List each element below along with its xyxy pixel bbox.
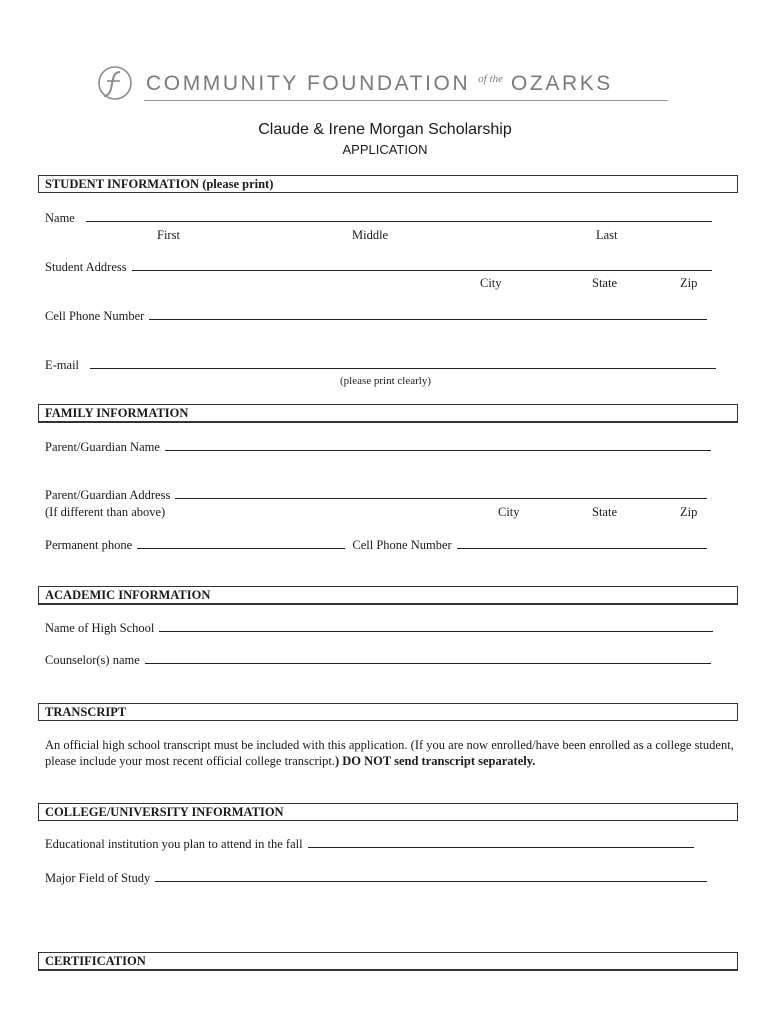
- institution-field[interactable]: [308, 837, 694, 848]
- guardian-name-row: [45, 440, 711, 455]
- permanent-phone-field[interactable]: [137, 538, 345, 549]
- student-cell-row: [45, 309, 707, 324]
- permanent-phone-label: Permanent phone: [45, 538, 133, 552]
- high-school-label: Name of High School: [45, 621, 155, 635]
- section-student-information: STUDENT INFORMATION (please print): [38, 175, 738, 193]
- guardian-address-row: [45, 488, 707, 503]
- transcript-text: An official high school transcript must be included with this application. (If you are now enrolled/have been enrolled as a college student, please include your most recent official college transcript.: [45, 738, 734, 768]
- institution-row: [45, 837, 694, 852]
- form-subtitle: APPLICATION: [342, 142, 428, 157]
- high-school-field[interactable]: [159, 621, 713, 632]
- high-school-row: [45, 621, 713, 636]
- middle-caption: Middle: [352, 228, 389, 242]
- guardian-zip-caption: Zip: [680, 505, 698, 519]
- logo-underline: [144, 100, 668, 101]
- form-title: Claude & Irene Morgan Scholarship: [258, 121, 512, 138]
- major-row: [45, 871, 707, 886]
- logo-text-part2: OZARKS: [510, 72, 613, 95]
- guardian-address-field[interactable]: [175, 488, 707, 499]
- section-certification: CERTIFICATION: [38, 952, 738, 971]
- guardian-name-field[interactable]: [165, 440, 711, 451]
- last-caption: Last: [596, 228, 618, 242]
- email-row: [45, 358, 716, 373]
- name-label: Name: [45, 211, 75, 225]
- student-cell-field[interactable]: [149, 309, 707, 320]
- student-address-field[interactable]: [132, 260, 712, 271]
- student-cell-label: Cell Phone Number: [45, 309, 145, 323]
- guardian-city-caption: City: [498, 505, 520, 519]
- logo-text-of-the: of the: [478, 73, 503, 85]
- major-label: Major Field of Study: [45, 871, 151, 885]
- logo-text-part1: COMMUNITY FOUNDATION: [146, 72, 471, 95]
- transcript-warning: ) DO NOT send transcript separately.: [334, 754, 536, 768]
- transcript-instructions: [45, 737, 735, 769]
- guardian-address-label: Parent/Guardian Address: [45, 488, 171, 502]
- guardian-state-caption: State: [592, 505, 617, 519]
- student-zip-caption: Zip: [680, 276, 698, 290]
- email-label: E-mail: [45, 358, 80, 372]
- guardian-cell-label: Cell Phone Number: [352, 538, 452, 552]
- guardian-name-label: Parent/Guardian Name: [45, 440, 160, 454]
- counselor-row: [45, 653, 711, 668]
- first-caption: First: [157, 228, 180, 242]
- major-field[interactable]: [155, 871, 707, 882]
- student-city-caption: City: [480, 276, 502, 290]
- section-transcript: TRANSCRIPT: [38, 703, 738, 721]
- counselor-label: Counselor(s) name: [45, 653, 140, 667]
- student-state-caption: State: [592, 276, 617, 290]
- logo-wordmark: [146, 72, 613, 96]
- institution-label: Educational institution you plan to attend in the fall: [45, 837, 303, 851]
- foundation-logo-icon: [96, 64, 134, 102]
- section-college-information: COLLEGE/UNIVERSITY INFORMATION: [38, 803, 738, 821]
- guardian-cell-field[interactable]: [457, 538, 707, 549]
- student-address-label: Student Address: [45, 260, 127, 274]
- foundation-logo: [96, 64, 676, 104]
- section-academic-information: ACADEMIC INFORMATION: [38, 586, 738, 605]
- email-hint: (please print clearly): [340, 375, 432, 387]
- name-field[interactable]: [86, 211, 712, 222]
- name-row: [45, 211, 712, 226]
- phone-row: [45, 538, 707, 553]
- email-field[interactable]: [90, 358, 716, 369]
- section-family-information: FAMILY INFORMATION: [38, 404, 738, 423]
- if-different-note: (If different than above): [45, 505, 166, 519]
- counselor-field[interactable]: [145, 653, 711, 664]
- student-address-row: [45, 260, 712, 275]
